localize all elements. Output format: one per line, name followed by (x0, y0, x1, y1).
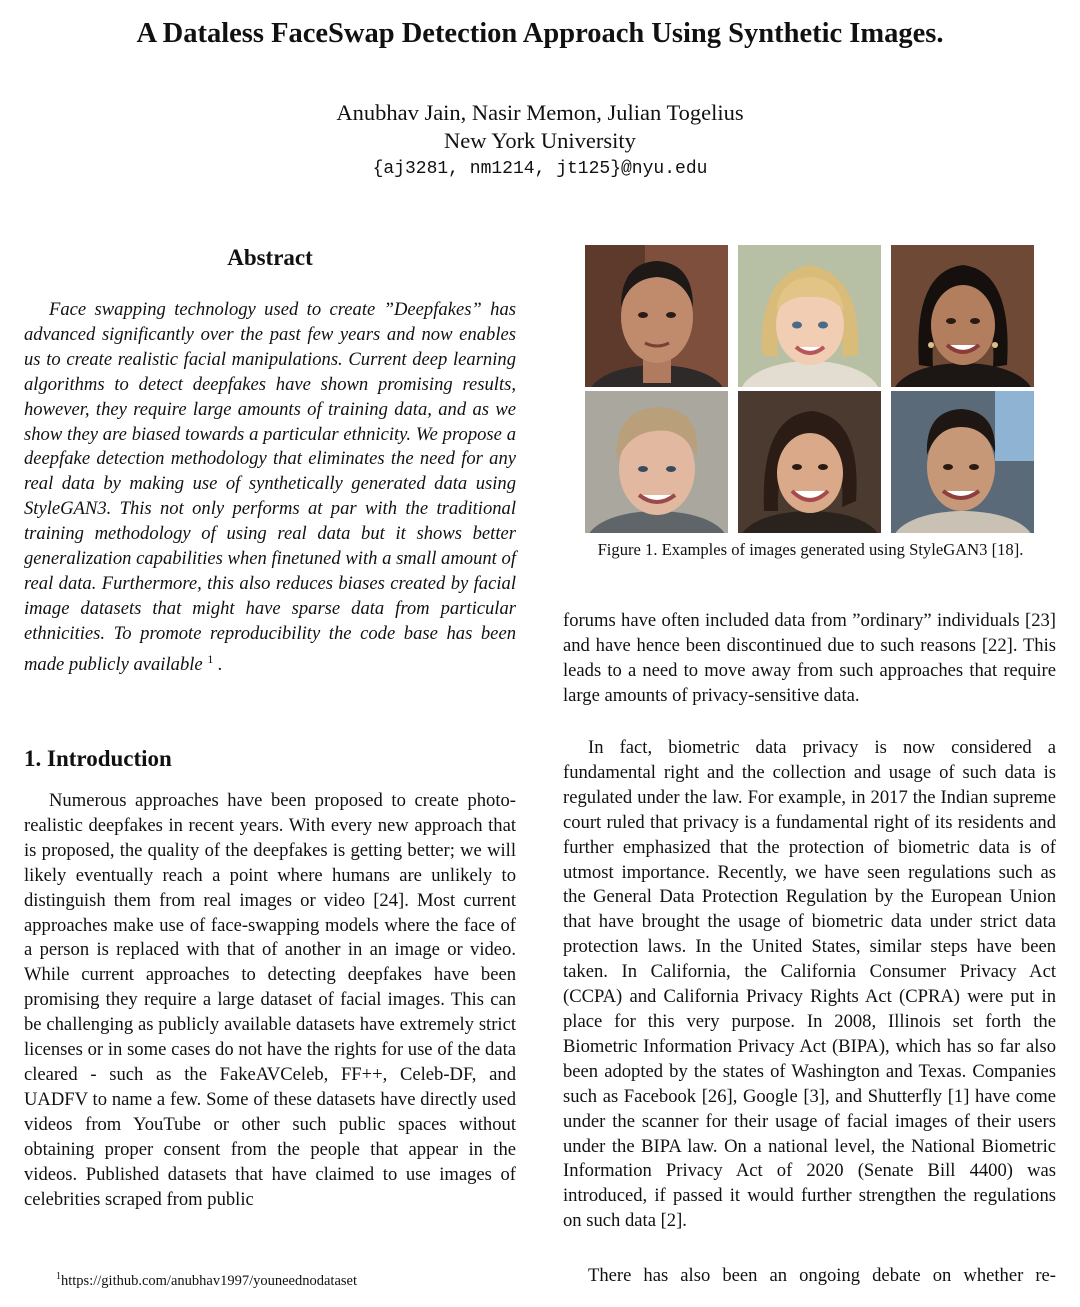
generated-face-image-6 (891, 391, 1034, 533)
abstract-end: . (213, 653, 223, 675)
footnote (56, 1267, 357, 1291)
right-column-paragraph-1: forums have often included data from ”ordinary” individuals [23] and have hence been discontinued due to such reasons [22]. This leads to a need to move away from such approaches that require large amounts of privacy-sensitive data. (563, 610, 1056, 706)
generated-face-image-2 (738, 245, 881, 387)
abstract-footnote-mark: 1 (207, 651, 214, 666)
affiliation: New York University (444, 128, 636, 153)
abstract-heading: Abstract (227, 245, 313, 270)
introduction-heading: 1. Introduction (24, 746, 172, 771)
abstract-body: Face swapping technology used to create ”Deepfakes” has advanced significantly over the past few years and now enables us to create realistic facial manipulations. Current deep learning algorithms to detect deepfakes have shown promising results, however, they require large amounts of training data, and as we show they are biased towards a particular ethnicity. We propose a deepfake detection methodology that eliminates the need for any real data by making use of synthetically generated data using StyleGAN3. This not only performs at par with the traditional training methodology of using real data but it shows better generalization capabilities when finetuned with a small amount of real data. Furthermore, this also reduces biases created by facial image datasets that might have sparse data from particular ethnicities. To promote reproducibility the code base has been made publicly available (24, 299, 516, 675)
author-emails: {aj3281, nm1214, jt125}@nyu.edu (372, 159, 708, 179)
author-block (0, 99, 1080, 183)
generated-face-image-5 (738, 391, 881, 533)
introduction-text: Numerous approaches have been proposed to create photo-realistic deepfakes in recent years. With every new approach that is proposed, the quality of the deepfakes is getting better; we will likely eventually reach a point where humans are unlikely to distinguish them from real images or video [24]. Most current approaches make use of face-swapping models where the face of a person is replaced with that of another in an image or video. While current approaches to detecting deepfakes have been promising they require a large dataset of facial images. This can be challenging as publicly available datasets have extremely strict licenses or in some cases do not have the rights for use of the data cleared - such as the FakeAVCeleb, FF++, Celeb-DF, and UADFV to name a few. Some of these datasets have directly used videos from YouTube or other such public spaces without obtaining proper consent from the people that appear in the videos. Published datasets that have claimed to use images of celebrities scraped from public (24, 790, 516, 1210)
figure-1 (585, 245, 1038, 533)
generated-face-image-4 (585, 391, 728, 533)
abstract-text (24, 298, 516, 678)
right-column-paragraph-2: In fact, biometric data privacy is now considered a fundamental right and the collection and usage of such data is regulated under the law. For example, in 2017 the Indian supreme court ruled that privacy is a fundamental right of its residents and further emphasized that the protection of biometric data is of utmost importance. Recently, we have seen regulations such as the General Data Protection Regulation by the European Union that have brought the usage of biometric data under strict data protection laws. In the United States, similar steps have been taken. In California, the California Consumer Privacy Act (CCPA) and California Privacy Rights Act (CPRA) were put in place for this very purpose. In 2008, Illinois set forth the Biometric Information Privacy Act (BIPA), which has so far also been adopted by the states of Washington and Texas. Companies such as Facebook [26], Google [3], and Shutterfly [1] have come under the scanner for their usage of facial images of their users under the BIPA law. On a national level, the National Biometric Information Privacy Act of 2020 (Senate Bill 4400) was introduced, if passed it would further strengthen the regulations on such data [2]. (563, 737, 1056, 1232)
right-column-paragraph-3: There has also been an ongoing debate on whether re- (588, 1265, 1056, 1286)
footnote-url[interactable]: https://github.com/anubhav1997/youneednodataset (61, 1272, 357, 1289)
generated-face-image-3 (891, 245, 1034, 387)
figure-caption: Figure 1. Examples of images generated using StyleGAN3 [18]. (597, 540, 1024, 559)
footnote-mark: 1 (56, 1271, 61, 1282)
generated-face-image-1 (585, 245, 728, 387)
paper-title: A Dataless FaceSwap Detection Approach Using Synthetic Images. (136, 18, 944, 49)
author-names: Anubhav Jain, Nasir Memon, Julian Togelius (336, 100, 744, 125)
